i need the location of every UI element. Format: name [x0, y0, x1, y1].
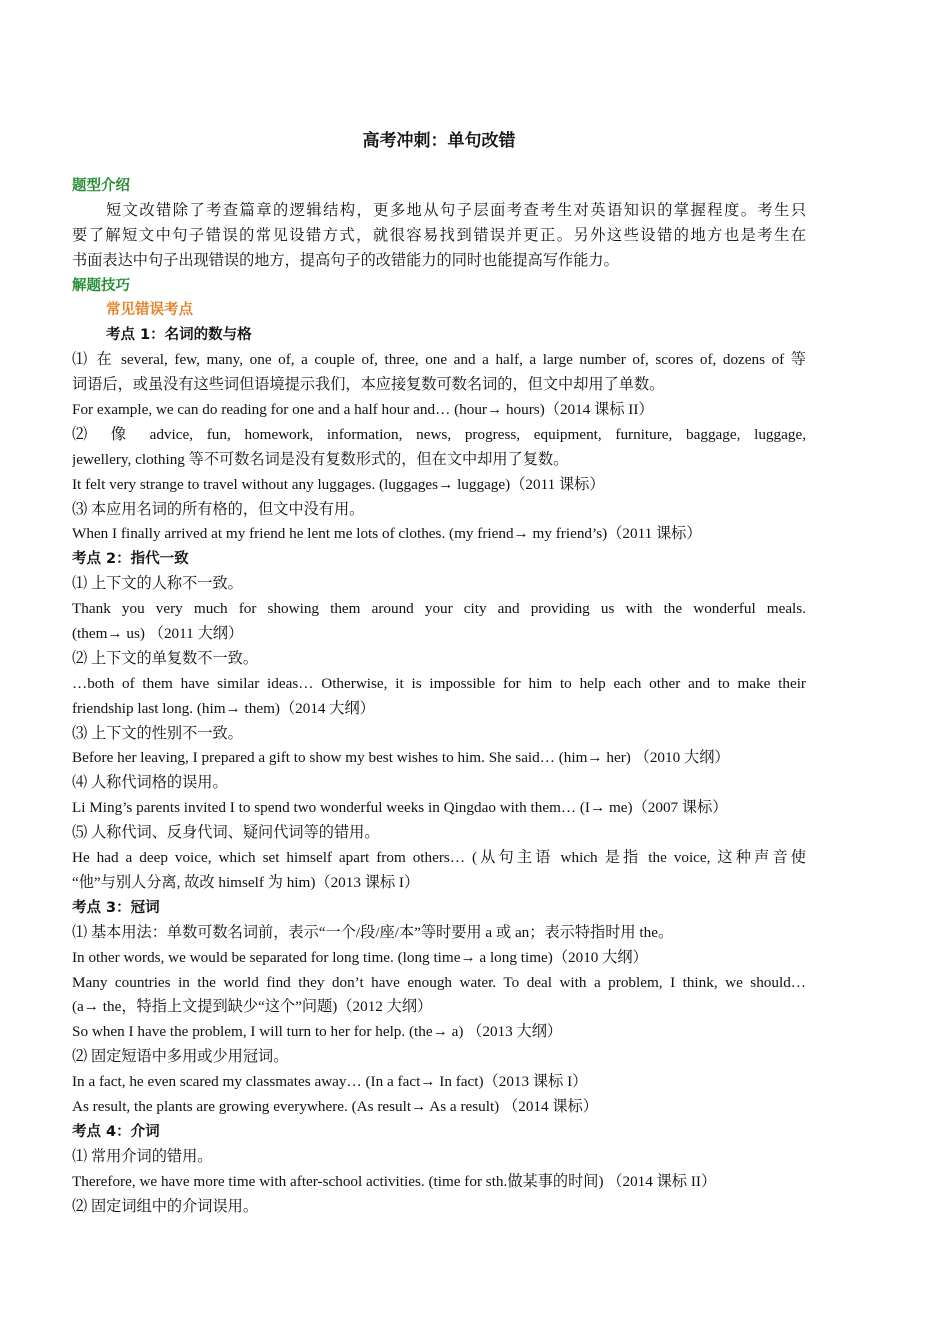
- intro-line: 书面表达中句子出现错误的地方，提高句子的改错能力的同时也能提高写作能力。: [72, 251, 619, 269]
- point3-line: (a→ the，特指上文提到缺少“这个”问题)（2012 大纲）: [72, 998, 433, 1016]
- point1-line: For example, we can do reading for one and a half hour and… (hour→ hours)（2014 课标 II）: [72, 401, 654, 419]
- point2-line: ⑶ 上下文的性别不一致。: [72, 724, 243, 742]
- point2-line: “他”与别人分离, 故改 himself 为 him)（2013 课标 I）: [72, 873, 420, 891]
- point3-line: In a fact, he even scared my classmates away… (In a fact→ In fact)（2013 课标 I）: [72, 1073, 588, 1091]
- point3-line: ⑵ 固定短语中多用或少用冠词。: [72, 1048, 289, 1066]
- point2-line: ⑴ 上下文的人称不一致。: [72, 575, 243, 593]
- intro-line: 要了解短文中句子错误的常见设错方式，就很容易找到错误并更正。另外这些设错的地方也是考生在: [72, 226, 806, 244]
- point4-line: ⑵ 固定词组中的介词误用。: [72, 1197, 259, 1215]
- point1-line: It felt very strange to travel without any luggages. (luggages→ luggage)（2011 课标）: [72, 475, 605, 493]
- point1-line: ⑶ 本应用名词的所有格的，但文中没有用。: [72, 500, 365, 518]
- point2-line: ⑷ 人称代词格的误用。: [72, 774, 228, 792]
- point2-line: Li Ming’s parents invited I to spend two wonderful weeks in Qingdao with them… (I→ me)（2007 课标）: [72, 799, 728, 817]
- document-body: [72, 174, 806, 1219]
- point2-line: (them→ us) （2011 大纲）: [72, 625, 244, 643]
- point4-line: Therefore, we have more time with after-school activities. (time for sth.做某事的时间) （2014 课标 II）: [72, 1172, 717, 1190]
- common-errors-heading: 常见错误考点: [106, 302, 193, 319]
- point3-line: Many countries in the world find they don’t have enough water. To deal with a problem, I think, we should…: [72, 973, 806, 991]
- intro-heading: 题型介绍: [72, 178, 130, 194]
- intro-line: 短文改错除了考查篇章的逻辑结构，更多地从句子层面考查考生对英语知识的掌握程度。考生只: [106, 201, 806, 219]
- page-title: 高考冲刺：单句改错: [362, 131, 516, 151]
- point2-line: …both of them have similar ideas… Otherwise, it is impossible for him to help each other and to make their: [72, 674, 806, 692]
- point3-line: In other words, we would be separated for long time. (long time→ a long time)（2010 大纲）: [72, 948, 648, 966]
- point2-line: Before her leaving, I prepared a gift to show my best wishes to him. She said… (him→ her) （2010 大纲）: [72, 749, 730, 767]
- point2-heading: 考点 2：指代一致: [72, 551, 189, 568]
- point3-line: As result, the plants are growing everywhere. (As result→ As a result) （2014 课标）: [72, 1097, 598, 1115]
- point3-line: So when I have the problem, I will turn to her for help. (the→ a) （2013 大纲）: [72, 1023, 563, 1041]
- skills-heading: 解题技巧: [72, 277, 130, 294]
- point1-line: ⑴ 在 several, few, many, one of, a couple of, three, one and a half, a large number of, scores of, dozens of 等: [72, 351, 806, 369]
- point1-line: ⑵ 像 advice, fun, homework, information, news, progress, equipment, furniture, baggage, luggage,: [72, 425, 806, 443]
- point3-heading: 考点 3：冠词: [72, 899, 160, 916]
- point3-line: ⑴ 基本用法：单数可数名词前，表示“一个/段/座/本”等时要用 a 或 an；表示特指时用 the。: [72, 923, 674, 941]
- point2-line: Thank you very much for showing them around your city and providing us with the wonderful meals.: [72, 600, 806, 618]
- point1-heading: 考点 1：名词的数与格: [106, 327, 252, 344]
- point1-line: 词语后，或虽没有这些词但语境提示我们，本应接复数可数名词的，但文中却用了单数。: [72, 376, 665, 394]
- point2-line: ⑸ 人称代词、反身代词、疑问代词等的错用。: [72, 824, 380, 842]
- point1-line: When I finally arrived at my friend he lent me lots of clothes. (my friend→ my friend’s)（2011 课标）: [72, 525, 702, 543]
- point2-line: He had a deep voice, which set himself apart from others… (从句主语 which 是指 the voice, 这种声音使: [72, 849, 806, 867]
- point1-line: jewellery, clothing 等不可数名词是没有复数形式的，但在文中却用了复数。: [72, 450, 569, 468]
- point4-heading: 考点 4：介词: [72, 1123, 160, 1140]
- point2-line: friendship last long. (him→ them)（2014 大纲）: [72, 699, 375, 717]
- point2-line: ⑵ 上下文的单复数不一致。: [72, 649, 259, 667]
- point4-line: ⑴ 常用介词的错用。: [72, 1147, 213, 1165]
